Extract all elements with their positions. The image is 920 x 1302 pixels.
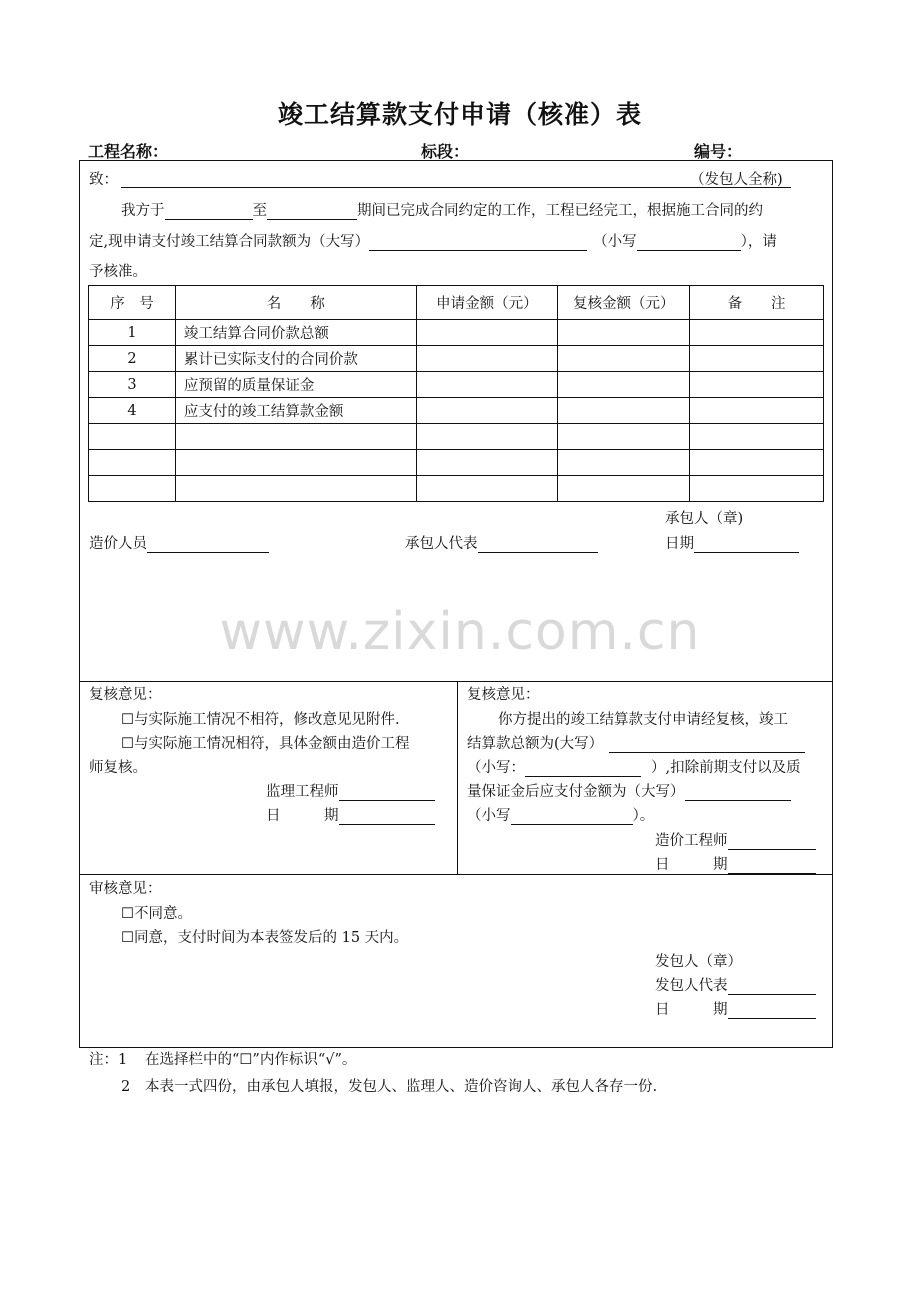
review-left-title: 复核意见： [89, 687, 162, 703]
applied-amount-cell[interactable] [416, 346, 558, 372]
table-row [89, 476, 824, 502]
statement-text: 定,现申请支付竣工结算合同款额为（大写） [89, 234, 370, 250]
remark-cell[interactable] [690, 320, 824, 346]
end-date-field[interactable] [267, 203, 357, 220]
statement-text: 我方于 [121, 203, 165, 219]
cost-staff-signature [89, 535, 269, 553]
contractor-rep-signature [405, 535, 598, 553]
col-header-no: 序 号 [89, 286, 176, 320]
review-right-text: （小写： [467, 760, 525, 776]
recipient-hint: （发包人全称) [690, 172, 783, 188]
col-header-reviewed: 复核金额（元） [558, 286, 690, 320]
review-right-text: 结算款总额为(大写） [467, 736, 604, 752]
col-header-name: 名 称 [175, 286, 416, 320]
row-no[interactable] [89, 424, 176, 450]
to-label: 致： [89, 172, 118, 188]
applied-amount-cell[interactable] [416, 476, 558, 502]
cost-engineer-field[interactable] [728, 833, 816, 850]
section-divider [79, 681, 832, 682]
total-capital-field[interactable] [609, 736, 805, 753]
section-divider [79, 874, 832, 875]
reviewed-amount-cell[interactable] [558, 424, 690, 450]
contractor-date-field[interactable] [694, 536, 799, 553]
cost-engineer-date-field[interactable] [728, 857, 816, 874]
date-label: 日 期 [655, 857, 728, 873]
reviewed-amount-cell[interactable] [558, 346, 690, 372]
remark-cell[interactable] [690, 346, 824, 372]
employer-seal-label: 发包人（章） [655, 954, 742, 970]
review-right-line [467, 759, 801, 777]
table-header-row [89, 286, 824, 320]
employer-date-field[interactable] [728, 1002, 816, 1019]
contractor-rep-field[interactable] [478, 536, 598, 553]
review-left-option-match-cont: 师复核。 [89, 760, 147, 776]
remark-cell[interactable] [690, 424, 824, 450]
payable-capital-field[interactable] [685, 784, 791, 801]
applied-amount-cell[interactable] [416, 424, 558, 450]
contractor-rep-label: 承包人代表 [405, 536, 478, 552]
page-title: 竣工结算款支付申请（核准）表 [277, 100, 642, 129]
note-1-label: 注：1 [89, 1052, 128, 1068]
note-2-label: 2 [121, 1079, 131, 1095]
remark-cell[interactable] [690, 450, 824, 476]
row-name: 竣工结算合同价款总额 [175, 320, 416, 346]
section-label: 标段： [421, 142, 470, 161]
reviewed-amount-cell[interactable] [558, 320, 690, 346]
statement-text: ），请 [740, 234, 777, 250]
cost-engineer-label: 造价工程师 [655, 833, 728, 849]
row-name: 应预留的质量保证金 [175, 372, 416, 398]
remark-cell[interactable] [690, 476, 824, 502]
employer-date [655, 1001, 816, 1019]
review-right-line [467, 807, 654, 825]
review-left-option-match[interactable]: ☐与实际施工情况相符，具体金额由造价工程 [121, 736, 410, 752]
review-right-text: 量保证金后应支付金额为（大写） [467, 784, 685, 800]
start-date-field[interactable] [165, 203, 253, 220]
reviewed-amount-cell[interactable] [558, 372, 690, 398]
audit-option-agree[interactable]: ☐同意，支付时间为本表签发后的 15 天内。 [121, 930, 409, 946]
applied-amount-cell[interactable] [416, 320, 558, 346]
cost-engineer-signature [655, 832, 816, 850]
amount-capital-field[interactable] [369, 234, 587, 251]
row-name: 应支付的竣工结算款金额 [175, 398, 416, 424]
watermark: www.zixin.com.cn [219, 602, 701, 662]
date-label: 日 期 [655, 1002, 728, 1018]
review-right-text: ）。 [632, 808, 655, 824]
review-left-option-mismatch[interactable]: ☐与实际施工情况不相符，修改意见见附件. [121, 712, 400, 728]
table-row [89, 450, 824, 476]
review-right-text: （小写 [467, 808, 511, 824]
supervisor-date [266, 807, 435, 825]
contractor-date-signature [665, 535, 799, 553]
reviewed-amount-cell[interactable] [558, 398, 690, 424]
reviewed-amount-cell[interactable] [558, 450, 690, 476]
review-right-line: 你方提出的竣工结算款支付申请经复核，竣工 [498, 712, 788, 728]
row-name[interactable] [175, 476, 416, 502]
row-no: 1 [89, 320, 176, 346]
table-row [89, 398, 824, 424]
remark-cell[interactable] [690, 398, 824, 424]
table-row [89, 372, 824, 398]
table-row [89, 346, 824, 372]
reviewed-amount-cell[interactable] [558, 476, 690, 502]
statement-text: 期间已完成合同约定的工作，工程已经完工，根据施工合同的约 [357, 203, 763, 219]
applied-amount-cell[interactable] [416, 372, 558, 398]
remark-cell[interactable] [690, 372, 824, 398]
row-name[interactable] [175, 424, 416, 450]
row-name[interactable] [175, 450, 416, 476]
statement-line-3: 予核准。 [89, 264, 147, 280]
note-1: 在选择栏中的“☐”内作标识“√”。 [145, 1052, 357, 1068]
applied-amount-cell[interactable] [416, 398, 558, 424]
supervisor-label: 监理工程师 [266, 784, 339, 800]
statement-text: （小写 [593, 234, 637, 250]
review-right-line [467, 783, 791, 801]
statement-line-2 [89, 233, 777, 251]
col-header-remark: 备 注 [690, 286, 824, 320]
employer-rep-label: 发包人代表 [655, 978, 728, 994]
column-divider [457, 681, 458, 874]
row-no[interactable] [89, 476, 176, 502]
employer-rep-signature [655, 977, 816, 995]
table-row [89, 424, 824, 450]
row-name: 累计已实际支付的合同价款 [175, 346, 416, 372]
audit-title: 审核意见： [89, 881, 162, 897]
applied-amount-cell[interactable] [416, 450, 558, 476]
supervisor-signature [266, 783, 435, 801]
amount-figure-field[interactable] [637, 234, 741, 251]
statement-line-1 [121, 202, 763, 220]
supervisor-field[interactable] [339, 784, 435, 801]
payment-items-table [88, 285, 824, 502]
supervisor-date-field[interactable] [339, 808, 435, 825]
total-figure-field[interactable] [525, 760, 641, 777]
row-no: 3 [89, 372, 176, 398]
date-label: 日期 [665, 536, 694, 552]
row-no: 4 [89, 398, 176, 424]
contractor-seal-label: 承包人（章) [665, 511, 744, 527]
row-no[interactable] [89, 450, 176, 476]
payable-figure-field[interactable] [511, 808, 633, 825]
number-label: 编号： [694, 142, 743, 161]
employer-rep-field[interactable] [728, 978, 816, 995]
cost-staff-field[interactable] [147, 536, 269, 553]
table-row [89, 320, 824, 346]
project-name-label: 工程名称： [88, 142, 169, 161]
review-right-line [467, 735, 805, 753]
row-no: 2 [89, 346, 176, 372]
cost-engineer-date [655, 856, 816, 874]
review-right-text: ）,扣除前期支付以及质 [651, 760, 801, 776]
statement-text: 至 [252, 203, 267, 219]
cost-staff-label: 造价人员 [89, 536, 147, 552]
review-right-title: 复核意见： [467, 687, 540, 703]
date-label: 日 期 [266, 808, 339, 824]
note-2: 本表一式四份，由承包人填报，发包人、监理人、造价咨询人、承包人各存一份. [145, 1079, 658, 1095]
audit-option-disagree[interactable]: ☐不同意。 [121, 906, 192, 922]
col-header-applied: 申请金额（元） [416, 286, 558, 320]
